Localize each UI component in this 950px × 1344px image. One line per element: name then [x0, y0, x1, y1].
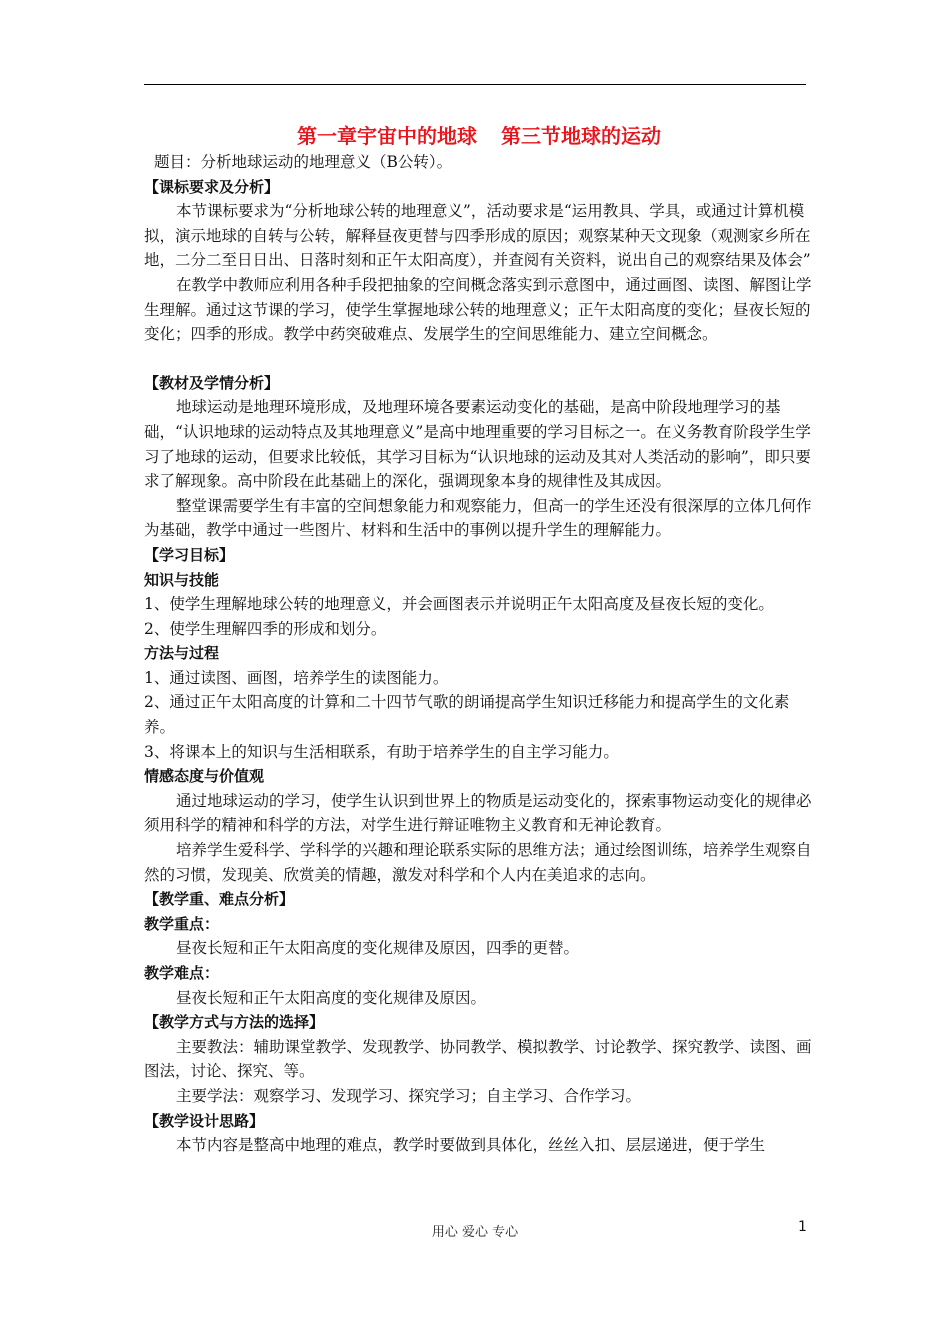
- title-chapter: 第一章宇宙中的地球: [297, 124, 477, 148]
- document-body: [144, 118, 814, 1158]
- list-item: 1、使学生理解地球公转的地理意义，并会画图表示并说明正午太阳高度及昼夜长短的变化。: [144, 595, 774, 614]
- section-heading-curriculum: 【课标要求及分析】: [144, 177, 280, 196]
- page-number: 1: [798, 1219, 807, 1235]
- paragraph: 在教学中教师应利用各种手段把抽象的空间概念落实到示意图中，通过画图、读图、解图让学生理解。通过这节课的学习，使学生掌握地球公转的地理意义；正午太阳高度的变化；昼夜长短的变化；四季的形成。教学中药突破难点、发展学生的空间思维能力、建立空间概念。: [144, 275, 812, 344]
- header-rule: [144, 84, 806, 85]
- subheading-difficulty: 教学难点：: [144, 964, 220, 982]
- subheading-values: 情感态度与价值观: [144, 767, 265, 786]
- paragraph: 本节课标要求为“分析地球公转的地理意义”，活动要求是“运用教具、学具，或通过计算机模拟，演示地球的自转与公转，解释昼夜更替与四季形成的原因；观察某种天文现象（观测家乡所在地，二分二至日日出、日落时刻和正午太阳高度），并查阅有关资料，说出自己的观察结果及体会”: [144, 202, 811, 270]
- subheading-focus: 教学重点：: [144, 914, 220, 933]
- topic-line: 题目：分析地球运动的地理意义（B公转）。: [154, 153, 453, 171]
- title-section: 第三节地球的运动: [501, 124, 661, 148]
- section-heading-objectives: 【学习目标】: [144, 545, 235, 564]
- paragraph: 整堂课需要学生有丰富的空间想象能力和观察能力，但高一的学生还没有很深厚的立体几何作为基础，教学中通过一些图片、材料和生活中的事例以提升学生的理解能力。: [144, 496, 812, 540]
- paragraph: 地球运动是地理环境形成，及地理环境各要素运动变化的基础，是高中阶段地理学习的基础，“认识地球的运动特点及其地理意义”是高中地理重要的学习目标之一。在义务教育阶段学生学习了地球的运动，但要求比较低，其学习目标为“认识地球的运动及其对人类活动的影响”，即只要求了解现象。高中阶段在此基础上的深化，强调现象本身的规律性及其成因。: [144, 398, 811, 491]
- page-title: [144, 122, 814, 150]
- paragraph: 通过地球运动的学习，使学生认识到世界上的物质是运动变化的，探索事物运动变化的规律必须用科学的精神和科学的方法，对学生进行辩证唯物主义教育和无神论教育。: [144, 791, 812, 835]
- list-item: 2、通过正午太阳高度的计算和二十四节气歌的朗诵提高学生知识迁移能力和提高学生的文化素养。: [144, 693, 790, 737]
- subheading-knowledge: 知识与技能: [144, 570, 220, 589]
- paragraph: 主要教法：辅助课堂教学、发现教学、协同教学、模拟教学、讨论教学、探究教学、读图、画图法，讨论、探究、等。: [144, 1037, 812, 1081]
- list-item: 1、通过读图、画图，培养学生的读图能力。: [144, 668, 449, 687]
- list-item: 2、使学生理解四季的形成和划分。: [144, 619, 387, 638]
- paragraph: 本节内容是整高中地理的难点，教学时要做到具体化，丝丝入扣、层层递进，便于学生: [176, 1136, 766, 1155]
- section-heading-keypoints: 【教学重、难点分析】: [144, 890, 295, 909]
- page-footer: 用心 爱心 专心: [431, 1225, 519, 1240]
- section-heading-design: 【教学设计思路】: [144, 1111, 265, 1130]
- paragraph: 培养学生爱科学、学科学的兴趣和理论联系实际的思维方法；通过绘图训练，培养学生观察自然的习惯，发现美、欣赏美的情趣，激发对科学和个人内在美追求的志向。: [144, 841, 812, 884]
- subheading-method: 方法与过程: [144, 644, 220, 663]
- section-heading-materials: 【教材及学情分析】: [144, 373, 280, 392]
- paragraph: 昼夜长短和正午太阳高度的变化规律及原因。: [176, 988, 487, 1007]
- section-heading-methods: 【教学方式与方法的选择】: [144, 1013, 325, 1032]
- paragraph: 主要学法：观察学习、发现学习、探究学习；自主学习、合作学习。: [176, 1086, 642, 1105]
- list-item: 3、将课本上的知识与生活相联系，有助于培养学生的自主学习能力。: [144, 742, 619, 761]
- paragraph: 昼夜长短和正午太阳高度的变化规律及原因，四季的更替。: [176, 939, 580, 958]
